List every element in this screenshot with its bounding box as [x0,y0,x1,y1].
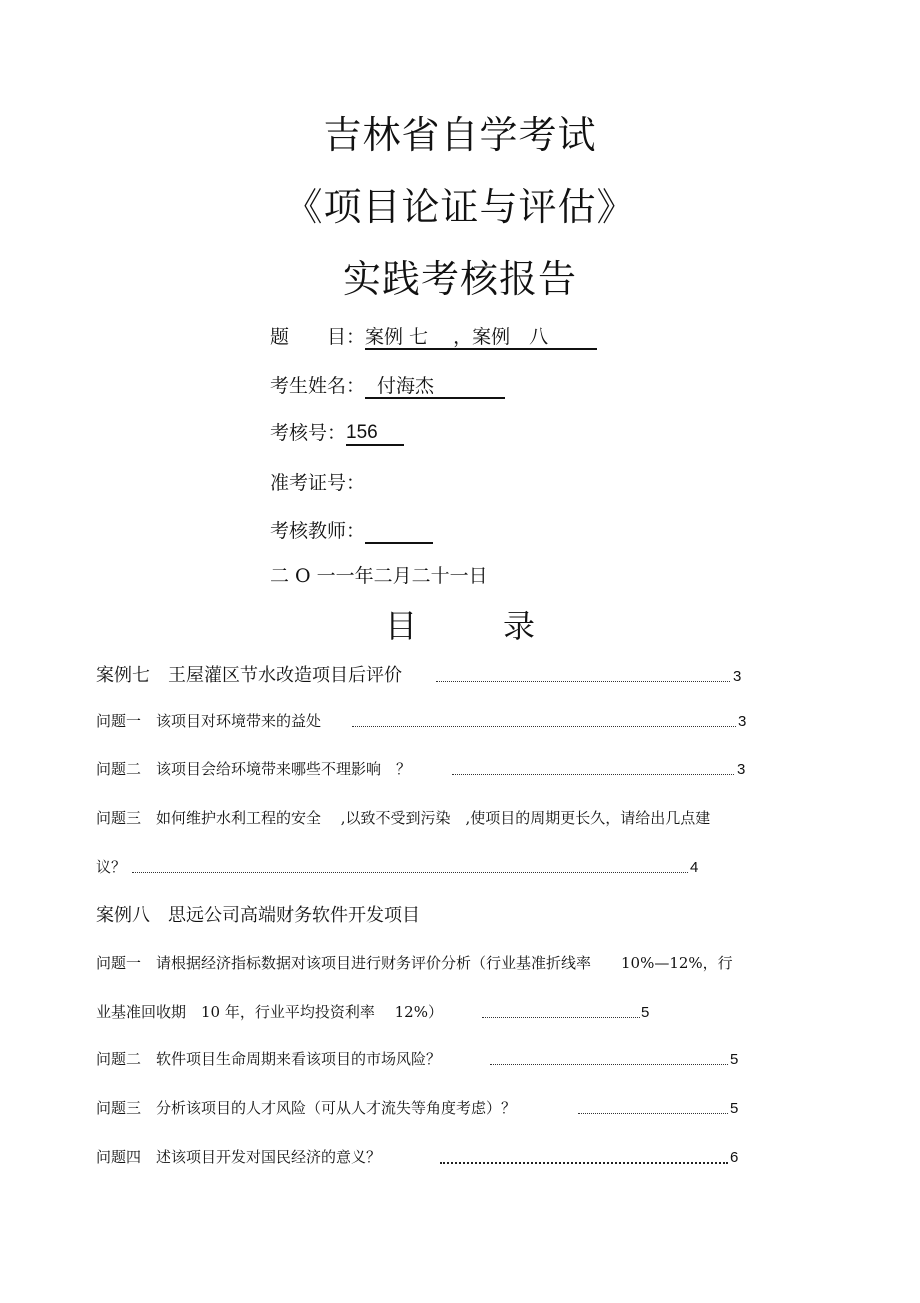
toc-page: 5 [641,1004,650,1021]
toc-item-case7-q3[interactable]: 问题三 如何维护水利工程的安全 ,以致不受到污染 ,使项目的周期更长久，请给出几点建 [96,809,711,827]
toc-item-case8-q2[interactable]: 问题二 软件项目生命周期来看该项目的市场风险？ [96,1050,442,1068]
name-row [270,373,505,399]
teacher-label: 考核教师： [270,520,366,542]
toc-item-case8[interactable]: 案例八 思远公司高端财务软件开发项目 [96,905,420,926]
toc-leader [452,774,734,775]
toc-leader [490,1064,728,1065]
name-label: 考生姓名： [270,375,366,397]
teacher-row [270,518,433,544]
toc-item-case7[interactable]: 案例七 王屋灌区节水改造项目后评价 [96,665,402,686]
toc-page: 5 [730,1100,739,1117]
exam-number-value: 156 [346,420,404,446]
toc-title-b: 录 [503,607,536,645]
exam-number-row [270,420,404,446]
toc-title [0,606,920,646]
topic-label: 题 目： [270,326,366,348]
toc-item-case7-q2[interactable]: 问题二 该项目会给环境带来哪些不理影响 ？ [96,760,412,778]
toc-leader [352,726,736,727]
report-date: 二 O 一一年二月二十一日 [270,565,488,587]
document-title-line2: 《项目论证与评估》 [284,185,636,229]
toc-page: 5 [730,1051,739,1068]
document-title-line3: 实践考核报告 [342,257,577,301]
toc-leader [440,1162,728,1164]
toc-item-case8-q1[interactable]: 问题一 请根据经济指标数据对该项目进行财务评价分析（行业基准折线率 10%—12%，行 [96,954,733,972]
toc-leader [132,872,688,873]
topic-value: 案例 七 ，案例 八 [365,324,597,350]
toc-title-a: 目 [384,607,417,645]
toc-leader [482,1017,640,1018]
ticket-label: 准考证号： [270,472,366,494]
toc-page: 6 [730,1149,739,1166]
teacher-value-line [365,518,433,544]
toc-item-case8-q4[interactable]: 问题四 述该项目开发对国民经济的意义？ [96,1148,382,1166]
exam-number-label: 考核号： [270,422,347,444]
ticket-row [270,470,365,496]
toc-page: 3 [733,668,742,685]
toc-item-case8-q3[interactable]: 问题三 分析该项目的人才风险（可从人才流失等角度考虑）？ [96,1099,517,1117]
toc-page: 3 [737,761,746,778]
document-title-line1: 吉林省自学考试 [323,113,597,157]
topic-row [270,324,597,350]
toc-page: 3 [738,713,747,730]
toc-leader [436,681,730,682]
toc-item-case8-q1-cont[interactable]: 业基准回收期 10 年，行业平均投资利率 12%） [96,1003,443,1021]
name-value: 付海杰 [365,373,505,399]
toc-leader [578,1113,728,1114]
toc-item-case7-q1[interactable]: 问题一 该项目对环境带来的益处 [96,712,322,730]
toc-page: 4 [690,859,699,876]
toc-item-case7-q3-cont[interactable]: 议？ [96,858,127,876]
